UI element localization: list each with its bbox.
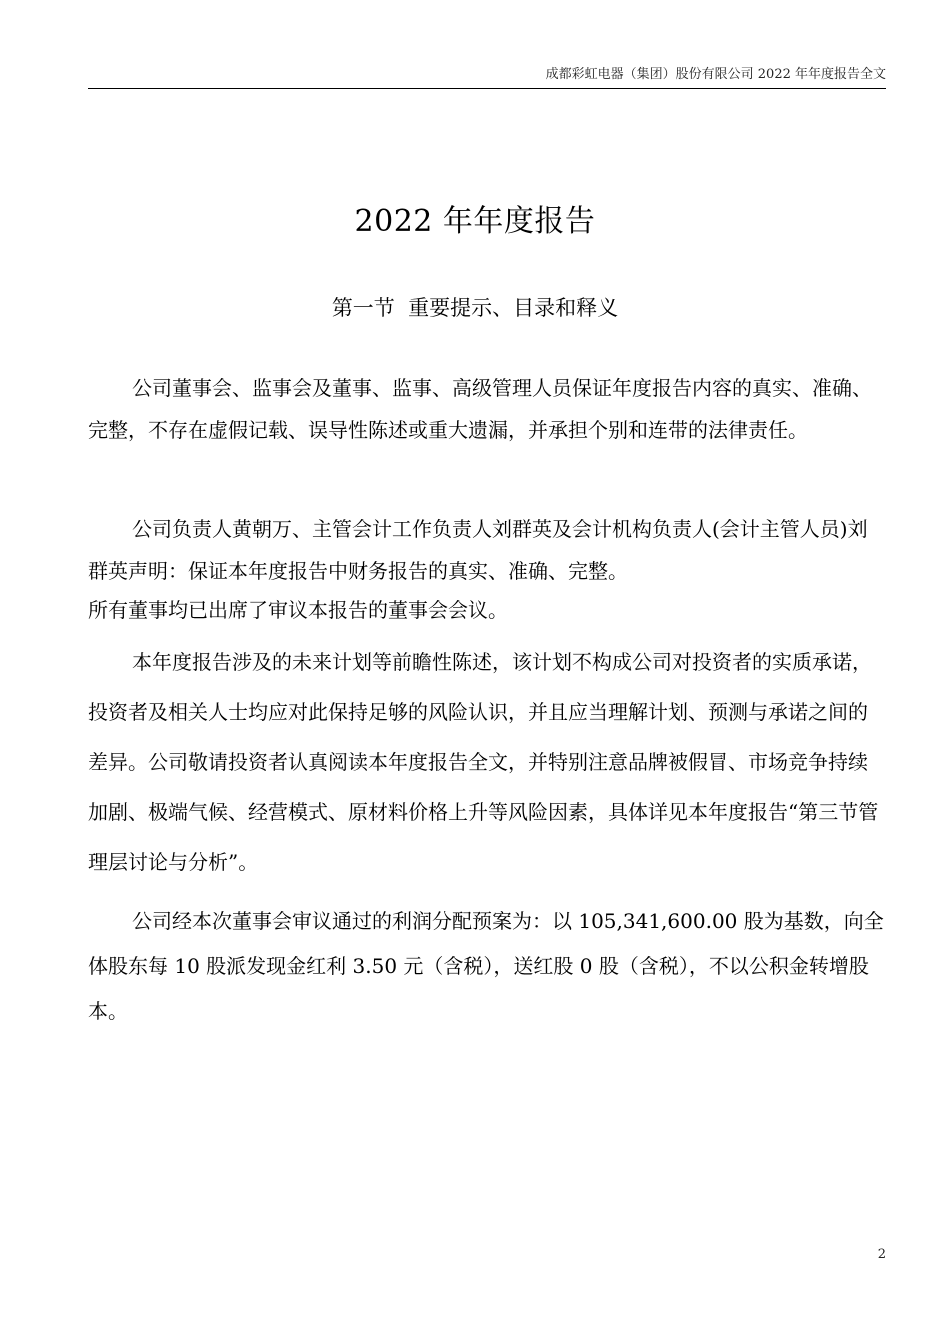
running-header: 成都彩虹电器（集团）股份有限公司 2022 年年度报告全文 bbox=[545, 67, 886, 82]
board-attendance-paragraph: 所有董事均已出席了审议本报告的董事会会议。 bbox=[88, 598, 508, 622]
header-divider bbox=[88, 88, 886, 89]
document-title: 2022 年年度报告 bbox=[354, 204, 596, 239]
page-number: 2 bbox=[877, 1247, 886, 1262]
responsibility-statement-paragraph: 公司董事会、监事会及董事、监事、高级管理人员保证年度报告内容的真实、准确、完整，不存在虚假记载、误导性陈述或重大遗漏，并承担个别和连带的法律责任。 bbox=[88, 376, 872, 442]
section-title: 第一节 重要提示、目录和释义 bbox=[331, 296, 619, 320]
profit-distribution-paragraph: 公司经本次董事会审议通过的利润分配预案为：以 105,341,600.00 股为基数，向全体股东每 10 股派发现金红利 3.50 元（含税），送红股 0 股（含税），不以公积金转增股本。 bbox=[88, 909, 884, 1023]
forward-looking-risk-paragraph: 本年度报告涉及的未来计划等前瞻性陈述，该计划不构成公司对投资者的实质承诺，投资者及相关人士均应对此保持足够的风险认识，并且应当理解计划、预测与承诺之间的差异。公司敬请投资者认真阅读本年度报告全文，并特别注意品牌被假冒、市场竞争持续加剧、极端气候、经营模式、原材料价格上升等风险因素，具体详见本年度报告“第三节管理层讨论与分析”。 bbox=[88, 650, 879, 874]
financial-report-declaration-paragraph: 公司负责人黄朝万、主管会计工作负责人刘群英及会计机构负责人(会计主管人员)刘群英声明：保证本年度报告中财务报告的真实、准确、完整。 bbox=[88, 517, 868, 583]
